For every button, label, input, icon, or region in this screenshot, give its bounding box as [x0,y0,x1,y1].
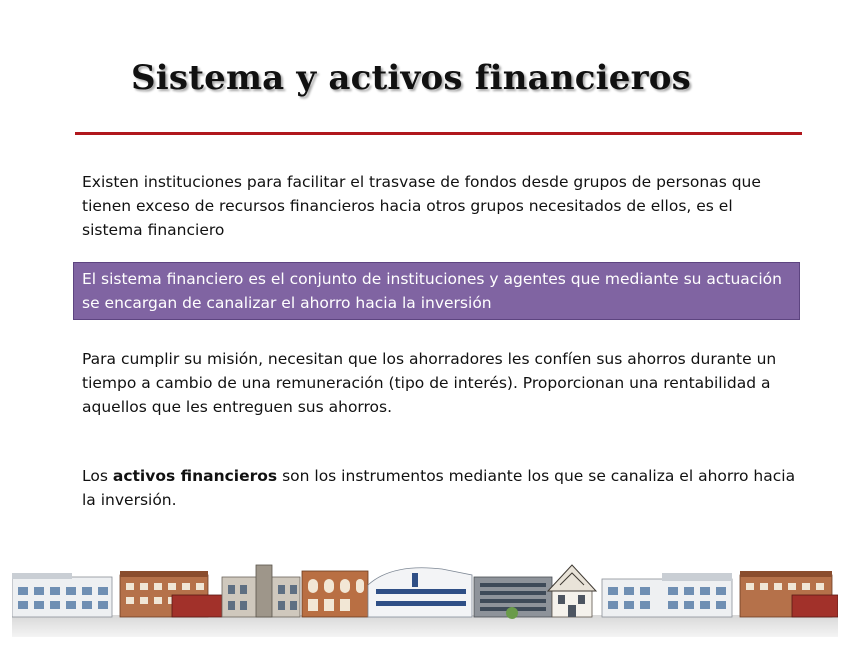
intro-paragraph: Existen instituciones para facilitar el trasvase de fondos desde grupos de personas que tienen exceso de recursos financieros hacia otros grupos necesitados de ellos, es el sistema financiero [82,173,761,239]
building-9 [740,571,838,617]
mission-paragraph: Para cumplir su misión, necesitan que los ahorradores les confíen sus ahorros durante un tiempo a cambio de una remuneración (tipo de interés). Proporcionan una rentabilidad a aquellos que les entreguen sus ahorros. [82,350,777,416]
building-5 [368,568,472,617]
assets-prefix: Los [82,467,113,485]
slide-title: Sistema y activos financieros [131,58,691,98]
building-3 [222,565,300,617]
title-divider [75,132,802,135]
assets-paragraph [82,464,798,512]
buildings-illustration [12,555,838,637]
building-7 [548,565,596,617]
building-4 [302,571,368,617]
definition-text: El sistema financiero es el conjunto de instituciones y agentes que mediante su actuación se encargan de canalizar el ahorro hacia la inversión [82,270,782,312]
building-8 [602,573,732,617]
assets-term: activos financieros [112,467,278,485]
building-6 [474,577,552,619]
definition-box [73,262,800,320]
building-1 [12,573,112,617]
building-2 [120,571,222,617]
assets-rest: son los instrumentos mediante los que se canaliza el ahorro hacia la inversión. [82,467,796,509]
